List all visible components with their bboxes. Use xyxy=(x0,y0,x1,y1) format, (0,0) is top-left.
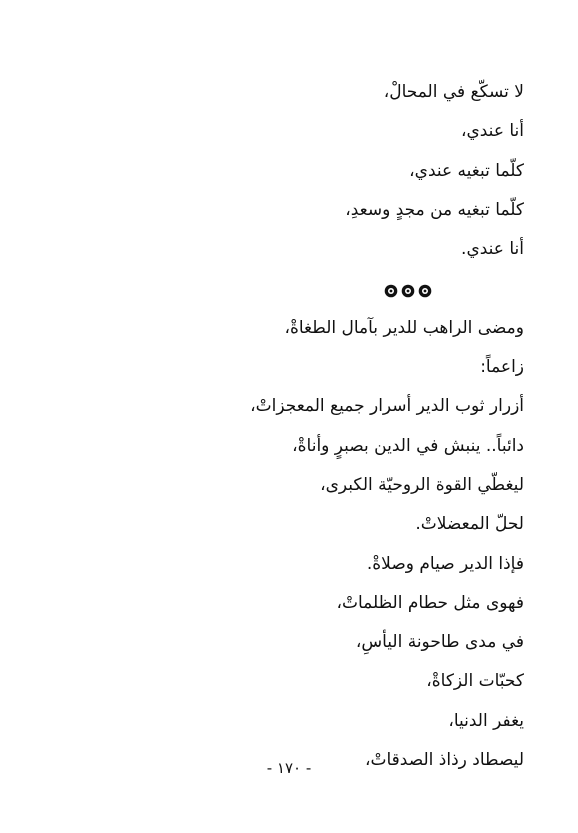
poem-line: فإذا الدير صيام وصلاةْ. xyxy=(366,553,524,574)
poem-line: دائباً.. ينبش في الدين بصبرٍ وأناةْ، xyxy=(292,435,524,456)
poem-line: ومضى الراهب للدير بآمال الطغاةْ، xyxy=(284,317,524,338)
poem-line: ليصطاد رذاذ الصدقاتْ، xyxy=(365,750,524,771)
flower-ornament-icon xyxy=(384,284,398,298)
poem-line: فهوى مثل حطام الظلماتْ، xyxy=(336,592,524,613)
poem-line: زاعماً: xyxy=(480,357,524,378)
poem-line: في مدى طاحونة اليأسِ، xyxy=(355,632,524,653)
poem-line: لا تسكّع في المحالْ، xyxy=(383,82,524,102)
poem-line: أزرار ثوب الدير أسرار جميع المعجزاتْ، xyxy=(250,396,524,417)
flower-ornament-icon xyxy=(418,284,432,298)
poem-text xyxy=(54,75,524,782)
page-number: - ١٧٠ - xyxy=(266,759,312,777)
poem-line: أنا عندي. xyxy=(461,239,524,260)
poem-line: لحلّ المعضلاتْ. xyxy=(415,514,524,535)
flower-ornament-icon xyxy=(401,284,415,298)
section-separator xyxy=(54,271,524,310)
poem-line: كحبّات الزكاةْ، xyxy=(426,671,524,692)
poem-line: كلّما تبغيه من مجدٍ وسعدِ، xyxy=(345,199,524,220)
poem-line: ليغطّي القوة الروحيّة الكبرى، xyxy=(320,474,524,495)
poem-line: أنا عندي، xyxy=(460,121,524,142)
poem-line: يغفر الدنيا، xyxy=(448,710,524,731)
poem-line: كلّما تبغيه عندي، xyxy=(409,160,524,181)
